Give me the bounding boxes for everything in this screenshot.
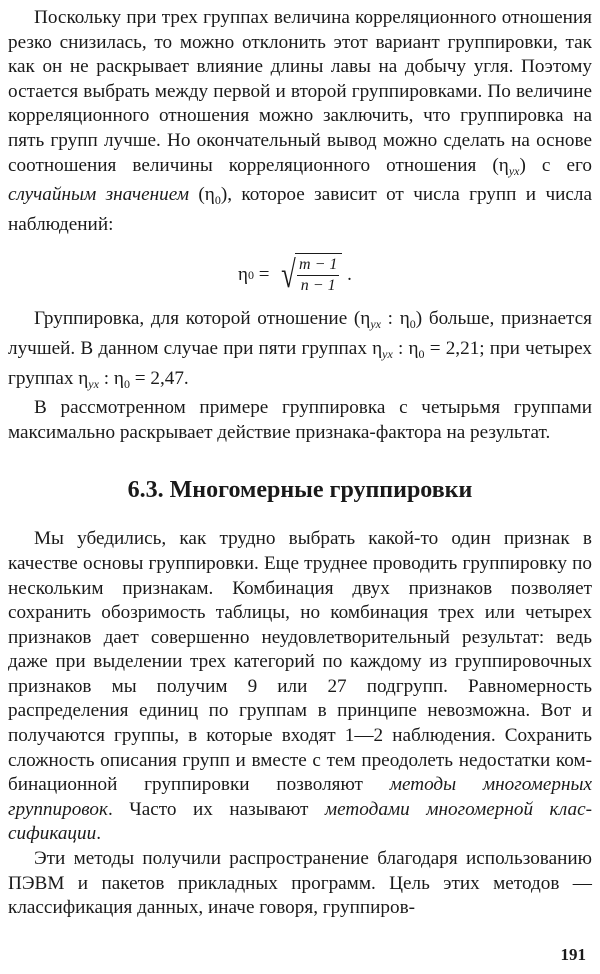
p1-sub-0: 0 [214,193,221,208]
p1-sub-yx: yx [508,163,520,178]
p2-colon-2: : [392,337,409,359]
p1-eta: η [498,154,509,176]
p2-eta-6: η [113,367,124,389]
paragraph-5: Эти методы получили распространение благодаря использованию ПЭВМ и пакетов прикладных программ. Цель этих методов — классификация данных, иначе говоря, группиров- [8,848,592,919]
paragraph-4 [8,527,592,847]
p2-sub-yx-2: yx [382,346,393,361]
p4-text-b: . Часто их называют [107,798,325,820]
p2-eta-0: η [399,308,410,330]
p2-eta-3: η [372,337,383,359]
paragraph-3: В рассмотренном примере группировка с четырьмя группами максимально раскрывает действие признака-фактора на результат. [8,397,592,443]
paragraph-2 [8,307,592,396]
p2-sub-yx-3: yx [88,376,99,391]
p2-eta-5: η [78,367,89,389]
p1-text-b: ) с его [519,154,592,176]
p1-text-d: ), которое зависит от числа групп и числа наблюдений: [8,184,592,235]
formula-trail: . [342,264,352,286]
p2-colon: : [381,308,400,330]
p2-sub-yx: yx [370,317,381,332]
formula-denominator: n − 1 [300,277,336,295]
p1-text-a: Поскольку при трех группах величина корреляционного отношения резко снизилась, то можно отклонить этот вариант группировки, так как он не раскрывает влияние длины лавы на добычу угля. Поэтому остается выбрать между первой и второй группировками. По величине корреляционного отношения можно заключить, что группировка на пять групп лучше. Но окончательный вывод можно сделать на основе соотношения величины корреляционного отношения ( [8,7,592,176]
p4-italic-1: методы многомерных группировок [8,774,592,820]
sqrt-icon: √ [281,254,296,297]
page-number: 191 [560,945,586,964]
p2-text-b: ) больше, признается лучшей. В данном случае при пяти группах [8,308,592,359]
p4-text-a: Мы убедились, как трудно выбрать какой-то один признак в качестве основы группировки. Еще труднее проводить группировку по нескольким признакам. Комбинация двух признаков позволяет сохранить обозримость таблицы, но комбинация трех или четырех признаков дает совершенно неудовлетворительный результат: ведь даже при выделении трех категорий по каждому из группировочных признаков мы получим 9 или 27 подгрупп. Равномерность распределения единиц по группам в принципе невозможна. Вот и получаются группы, в которые входят 1—2 наблюдения. Сохранить сложность описания групп и вместе с тем преодолеть недостатки комбинационной группировки позволяют [8,528,592,796]
p2-eta: η [360,308,371,330]
formula-lhs: η [238,264,248,286]
p2-sub-0-3: 0 [123,376,130,391]
formula-lhs-sub: 0 [247,267,254,282]
p2-sub-0: 0 [409,317,416,332]
p2-eq1: = 2,21 [424,337,480,359]
formula-fraction [297,255,339,296]
p2-colon-3: : [98,367,114,389]
p4-text-c: . [96,823,101,845]
formula-equals: = [253,264,275,286]
p4-italic-2: методами многомерной классификации [8,798,593,845]
p2-text-c: ; при четырех группах [8,337,593,389]
formula [8,237,592,307]
p2-sub-0-2: 0 [418,346,425,361]
formula-sqrt [278,253,342,297]
p2-text-a: Группировка, для которой отношение ( [34,308,361,330]
p1-text-c: ( [189,184,205,206]
formula-numerator: m − 1 [297,255,339,276]
page-content [8,6,592,921]
p2-eq2: = 2,47. [129,367,189,389]
paragraph-1 [8,6,592,237]
section-heading: 6.3. Многомерные группировки [127,477,473,504]
p1-eta-2: η [204,184,215,206]
p1-italic-term: случайным значением [8,184,190,206]
p2-eta-4: η [408,337,419,359]
